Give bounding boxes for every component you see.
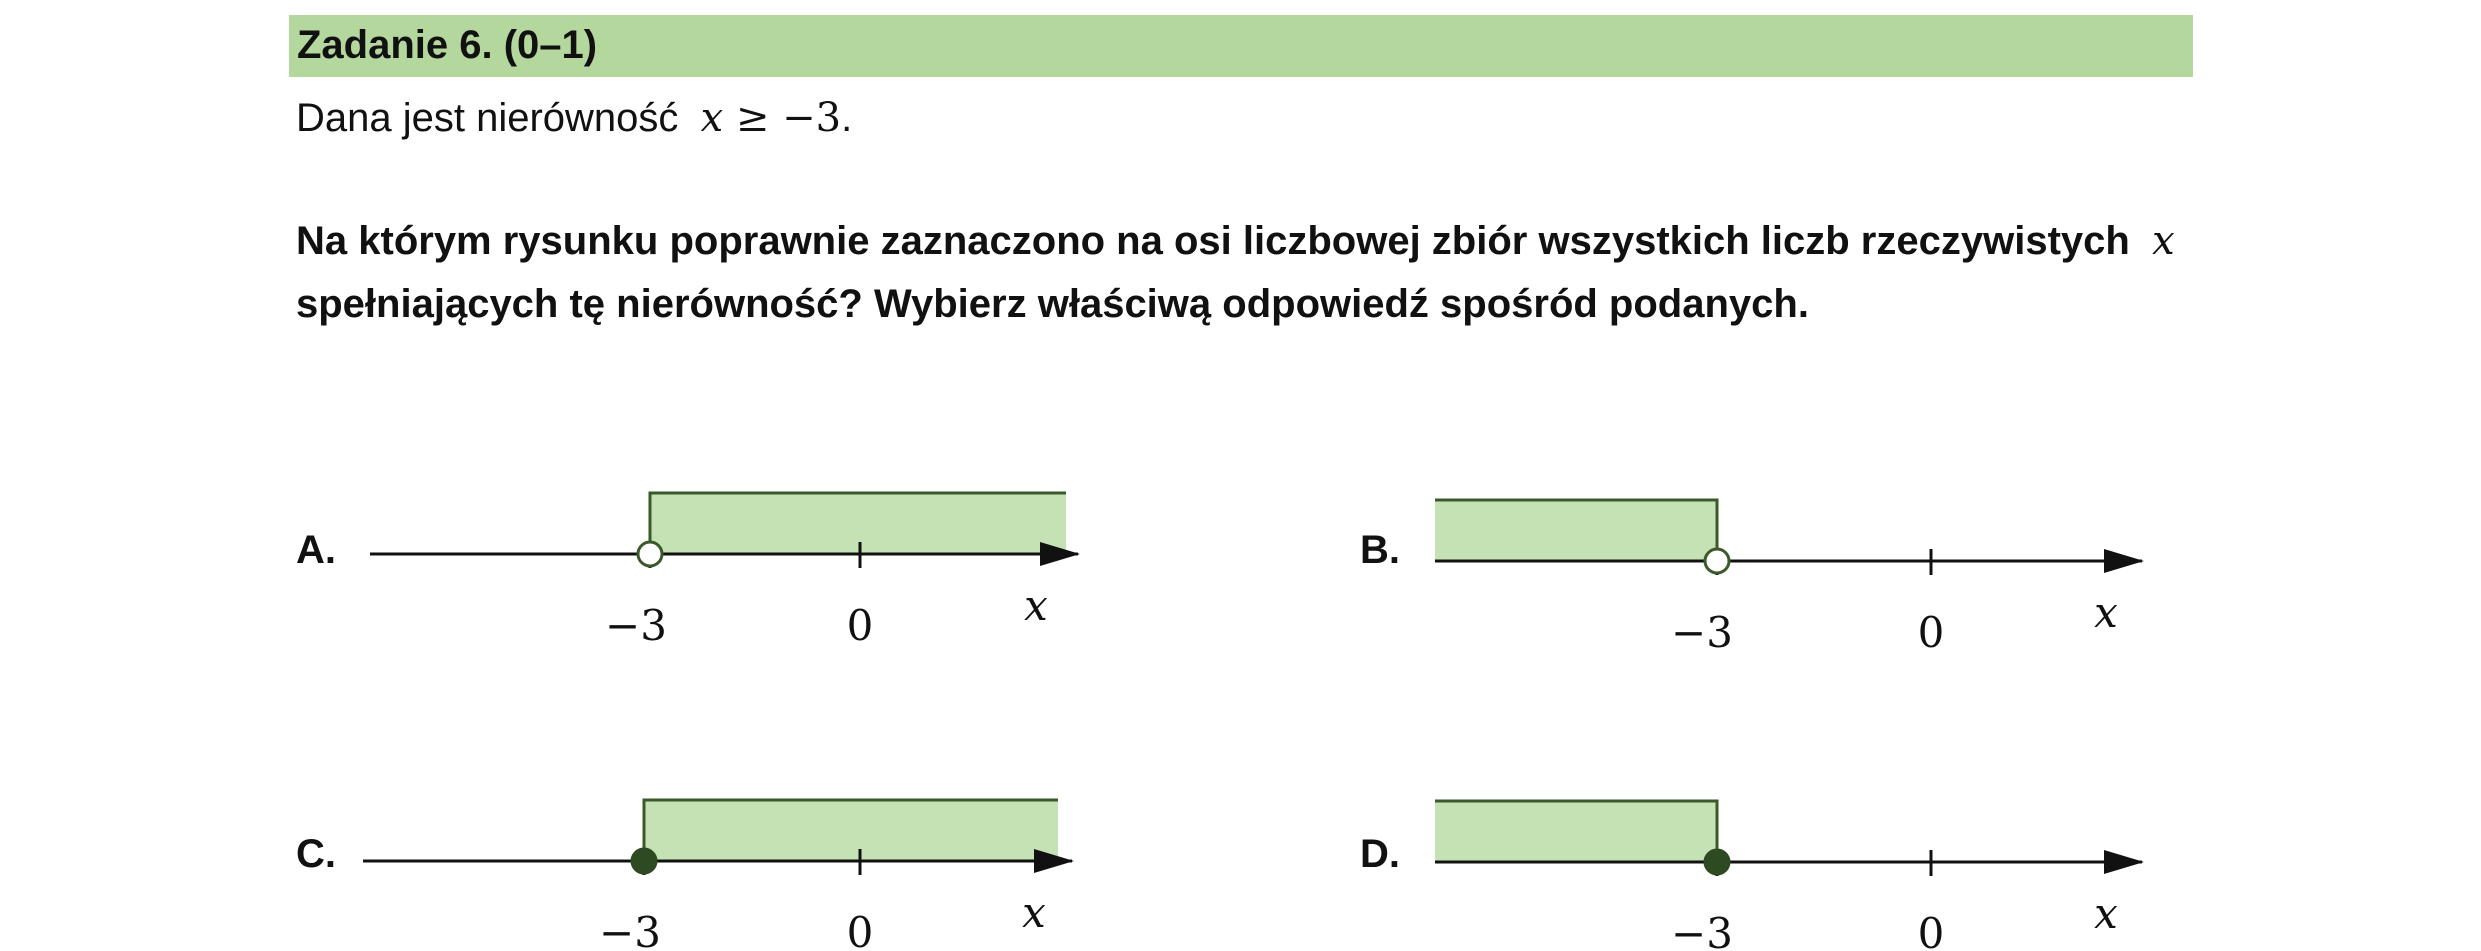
option-d-shaded-region [1435, 801, 1717, 862]
option-d-tick-label-right: 0 [1917, 909, 1945, 951]
option-a-open-point [638, 542, 662, 566]
option-c-shaded-region [644, 800, 1058, 861]
option-d-label[interactable]: D. [1360, 832, 1400, 876]
question-part2: spełniających tę nierówność? Wybierz właściwą odpowiedź spośród podanych. [296, 282, 1809, 326]
option-a-number-line[interactable] [370, 493, 1078, 650]
task-title: Zadanie 6. (0–1) [297, 23, 598, 67]
option-b-open-point [1705, 549, 1729, 573]
option-c-axis-var: x [1022, 888, 1046, 937]
option-c-tick-label-left: −3 [599, 908, 661, 951]
option-b-shaded-region [1435, 500, 1717, 561]
option-d-tick-label-left: −3 [1671, 909, 1733, 951]
option-c-tick-label-right: 0 [846, 908, 874, 951]
option-b-axis-var: x [2094, 588, 2118, 637]
option-c-label[interactable]: C. [296, 832, 336, 876]
given-prefix: Dana jest nierówność [296, 96, 679, 140]
option-b-number-line[interactable] [1435, 500, 2142, 657]
option-a-tick-label-left: −3 [605, 601, 667, 650]
option-b-tick-label-left: −3 [1671, 608, 1733, 657]
option-b-label[interactable]: B. [1360, 528, 1400, 572]
option-c-number-line[interactable] [363, 800, 1072, 951]
question-part1: Na którym rysunku poprawnie zaznaczono na osi liczbowej zbiór wszystkich liczb rzeczywistych [296, 219, 2141, 263]
given-math-rest: ≥ −3 [723, 95, 842, 141]
option-d-number-line[interactable] [1435, 801, 2142, 951]
given-suffix: . [841, 96, 853, 140]
option-d-closed-point [1705, 850, 1729, 874]
option-d-axis-var: x [2094, 889, 2118, 938]
option-b-tick-label-right: 0 [1917, 608, 1945, 657]
option-a-label[interactable]: A. [296, 528, 336, 572]
given-math-var: x [700, 95, 724, 141]
option-a-axis-var: x [1024, 581, 1048, 630]
question-var: x [2152, 218, 2175, 264]
option-a-tick-label-right: 0 [846, 601, 874, 650]
option-c-closed-point [632, 849, 656, 873]
option-a-shaded-region [650, 493, 1066, 554]
